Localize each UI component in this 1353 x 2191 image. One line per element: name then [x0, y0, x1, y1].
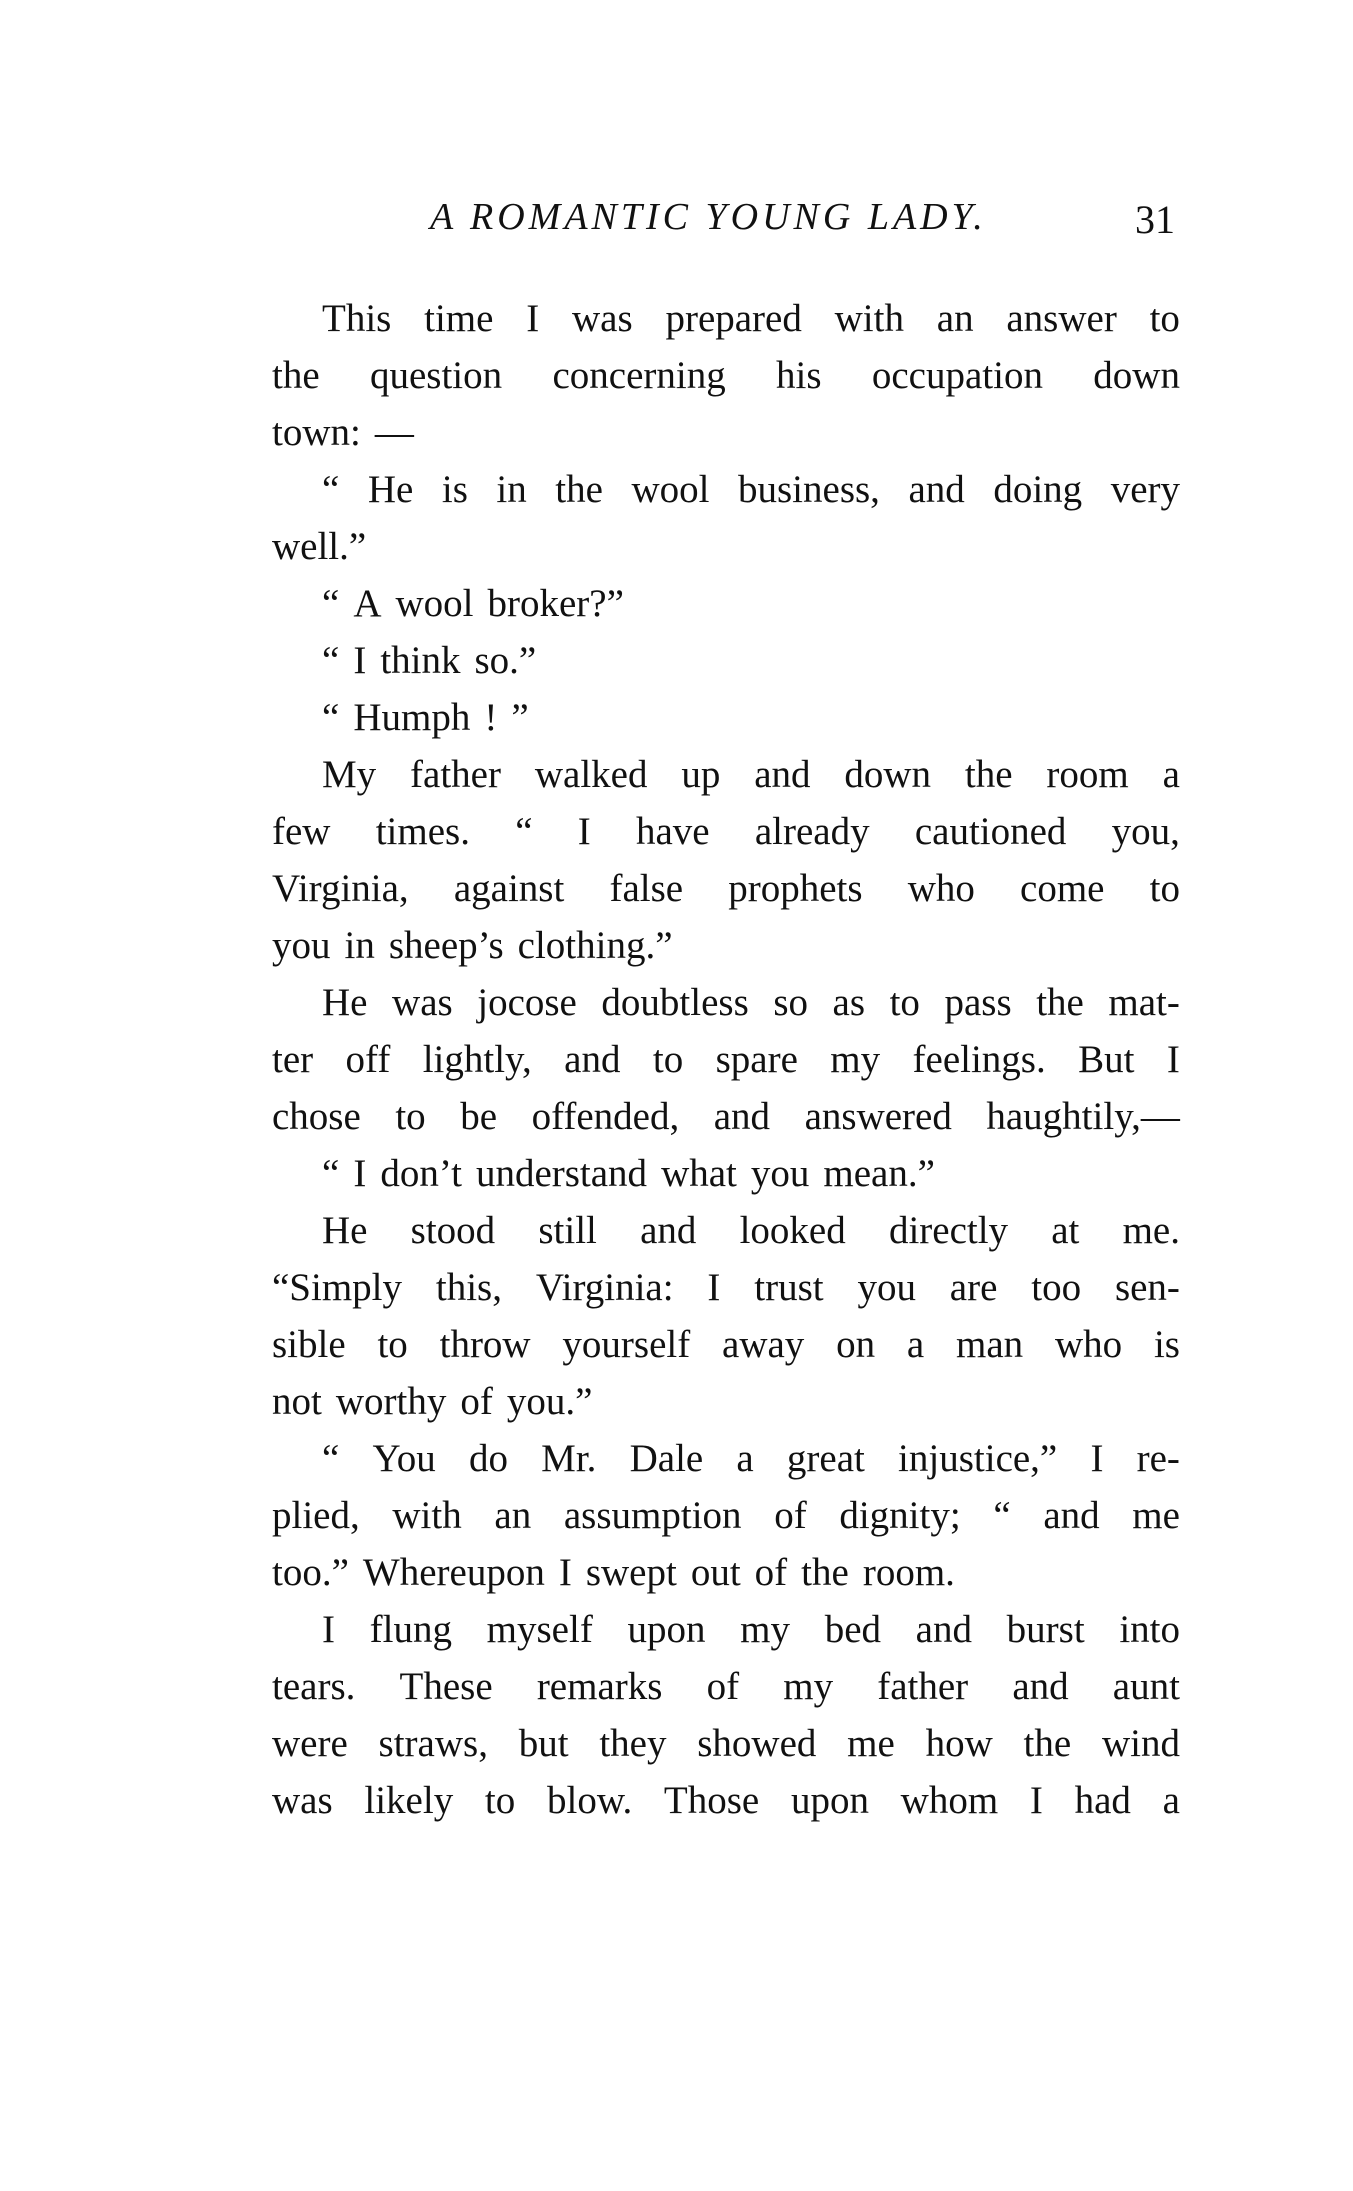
page-number: 31: [1135, 197, 1175, 242]
text-line: too.” Whereupon I swept out of the room.: [272, 1551, 955, 1594]
text-line: town: —: [272, 411, 414, 454]
text-line: few times. “ I have already cautioned you,: [272, 810, 1180, 853]
text-line: were straws, but they showed me how the wind: [272, 1722, 1180, 1765]
text-line: He stood still and looked directly at me.: [322, 1209, 1180, 1252]
text-line: “ I don’t understand what you mean.”: [322, 1152, 935, 1195]
text-line: plied, with an assumption of dignity; “ and me: [272, 1494, 1180, 1537]
text-line: not worthy of you.”: [272, 1380, 593, 1423]
text-line: “ Humph ! ”: [322, 696, 529, 739]
text-line: sible to throw yourself away on a man who is: [272, 1323, 1180, 1366]
text-line: well.”: [272, 525, 367, 568]
text-line: “ He is in the wool business, and doing very: [322, 468, 1180, 511]
text-line: “ A wool broker?”: [322, 582, 624, 625]
text-line: chose to be offended, and answered haughtily,—: [272, 1095, 1180, 1138]
text-line: Virginia, against false prophets who come to: [272, 867, 1180, 910]
text-line: “Simply this, Virginia: I trust you are too sen-: [272, 1266, 1180, 1309]
text-line: My father walked up and down the room a: [322, 753, 1180, 796]
body-text: [272, 290, 1180, 1829]
text-line: This time I was prepared with an answer to: [322, 297, 1180, 340]
text-line: “ I think so.”: [322, 639, 537, 682]
text-line: “ You do Mr. Dale a great injustice,” I re-: [322, 1437, 1180, 1480]
text-line: I flung myself upon my bed and burst into: [322, 1608, 1180, 1651]
running-head-title: A ROMANTIC YOUNG LADY.: [430, 196, 987, 238]
text-line: tears. These remarks of my father and aunt: [272, 1665, 1180, 1708]
text-line: was likely to blow. Those upon whom I had a: [272, 1779, 1180, 1822]
text-line: the question concerning his occupation down: [272, 354, 1180, 397]
text-line: ter off lightly, and to spare my feelings. But I: [272, 1038, 1180, 1081]
text-line: He was jocose doubtless so as to pass the mat-: [322, 981, 1180, 1024]
text-line: you in sheep’s clothing.”: [272, 924, 673, 967]
